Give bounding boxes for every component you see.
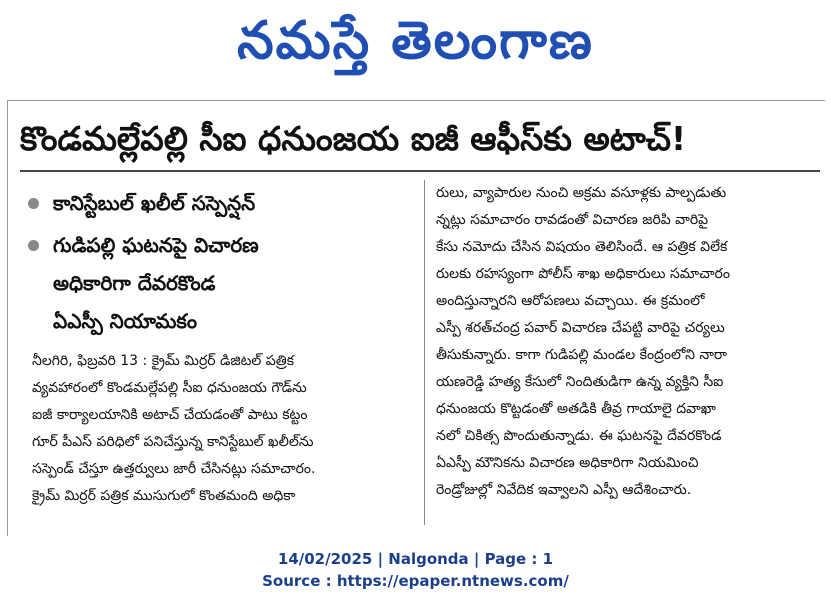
- body-line: రులు, వ్యాపారుల నుంచి అక్రమ వసూళ్లకు పాల్పడుతు: [436, 185, 727, 201]
- newspaper-logo: నమస్తే తెలంగాణ: [237, 11, 594, 71]
- kicker-text: కానిస్టేబుల్ ఖలీల్ సస్పెన్షన్: [53, 191, 256, 215]
- body-line: గూర్ పీఎస్ పరిధిలో పనిచేస్తున్న కానిస్టేబుల్ ఖలీల్‌ను: [32, 434, 314, 450]
- body-line: న్నట్లు సమాచారం రావడంతో విచారణ జరిపి వారిపై: [436, 212, 709, 228]
- kicker-text: అధికారిగా దేవరకొండ: [53, 271, 216, 295]
- kicker-1: [28, 188, 255, 218]
- headline-rule: [20, 170, 820, 172]
- body-line: క్రైమ్ మిర్రర్ పత్రిక ముసుగులో కొంతమంది అధికా: [32, 488, 296, 504]
- body-line: వ్యవహారంలో కొండమల్లేపల్లి సీఐ ధనుంజయ గౌడ్‌ను: [32, 380, 307, 396]
- body-line: కేసు నమోదు చేసిన విషయం తెలిసిందే. ఆ పత్రిక విలేక: [436, 239, 728, 255]
- body-line: సస్పెండ్ చేస్తూ ఉత్తర్వులు జారీ చేసినట్లు సమాచారం.: [32, 461, 316, 477]
- body-line: రెండ్రోజుల్లో నివేదిక ఇవ్వాలని ఎస్పీ ఆదేశించారు.: [436, 482, 692, 498]
- headline: కొండమల్లేపల్లి సీఐ ధనుంజయ ఐజీ ఆఫీస్‌కు అటాచ్!: [20, 119, 686, 158]
- bullet-icon: [28, 198, 39, 209]
- body-line: ఎస్పీ శరత్‌చంద్ర పవార్ విచారణ చేపట్టి వారిపై చర్యలు: [436, 320, 725, 336]
- body-line: నీలగిరి, ఫిబ్రవరి 13 : క్రైమ్ మిర్రర్ డిజిటల్ పత్రిక: [32, 353, 295, 369]
- kicker-text: గుడిపల్లి ఘటనపై విచారణ: [53, 233, 259, 257]
- bullet-icon: [28, 240, 39, 251]
- body-line: ధనుంజయ కొట్టడంతో అతడికి తీవ్ర గాయాలై దవాఖా: [436, 401, 716, 417]
- body-line: ఐజీ కార్యాలయానికి అటాచ్ చేయడంతో పాటు కట్టం: [32, 407, 308, 423]
- body-line: అందిస్తున్నారని ఆరోపణలు వచ్చాయి. ఈ క్రమంలో: [436, 293, 705, 309]
- body-line: తీసుకున్నారు. కాగా గుడిపల్లి మండల కేంద్రంలోని నారా: [436, 347, 728, 363]
- body-line: యణరెడ్డి హత్య కేసులో నిందితుడిగా ఉన్న వ్యక్తిని సీఐ: [436, 374, 724, 390]
- kicker-text: ఏఎస్పీ నియామకం: [53, 309, 197, 333]
- column-divider: [424, 180, 425, 525]
- body-line: నలో చికిత్స పొందుతున్నాడు. ఈ ఘటనపై దేవరకొండ: [436, 428, 722, 444]
- body-line: ఏఎస్పీ మౌనికను విచారణ అధికారిగా నియమించి: [436, 455, 699, 471]
- masthead: [0, 0, 831, 82]
- footer-source-line[interactable]: Source : https://epaper.ntnews.com/: [262, 572, 569, 590]
- kicker-2: [28, 230, 259, 260]
- footer-date-line: 14/02/2025 | Nalgonda | Page : 1: [277, 550, 554, 568]
- body-line: రులకు రహస్యంగా పోలీస్ శాఖ అధికారులు సమాచారం: [436, 266, 730, 282]
